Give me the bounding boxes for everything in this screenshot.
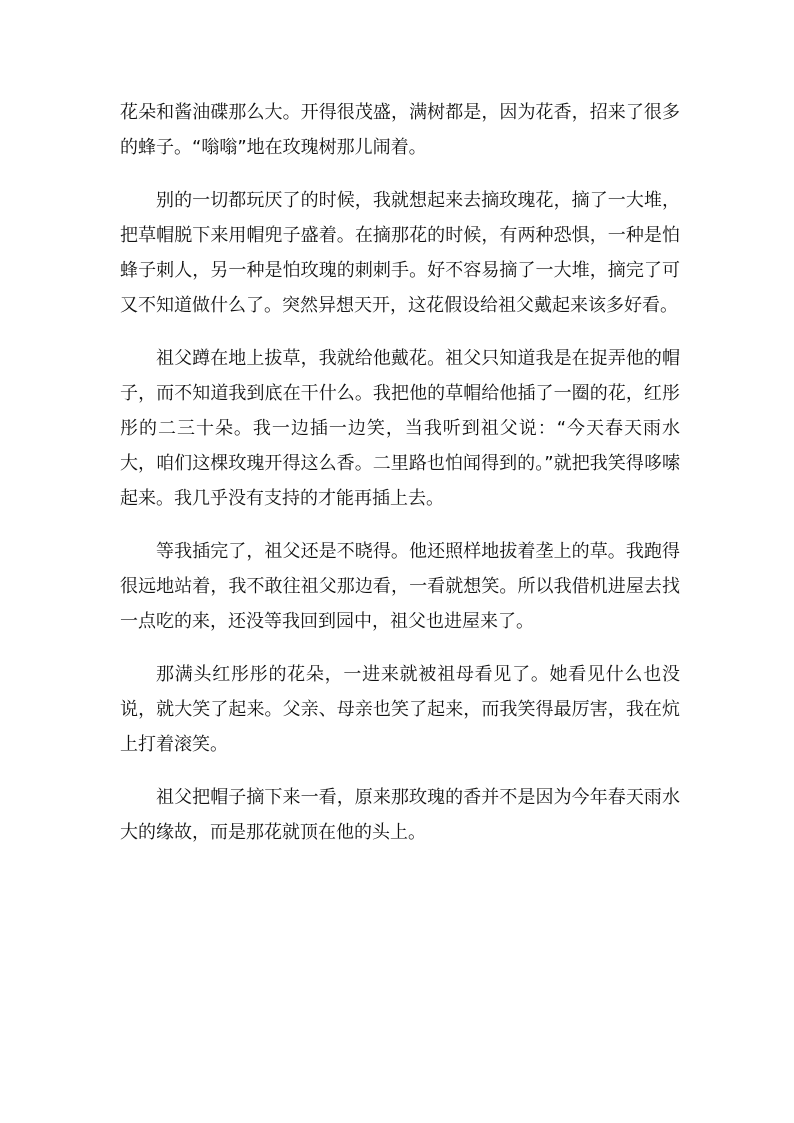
paragraph-2: 别的一切都玩厌了的时候，我就想起来去摘玫瑰花，摘了一大堆，把草帽脱下来用帽兜子盛着。在摘那花的时候，有两种恐惧，一种是怕蜂子刺人，另一种是怕玫瑰的刺刺手。好不容易摘了一大堆，摘完了可又不知道做什么了。突然异想天开，这花假设给祖父戴起来该多好看。: [120, 190, 680, 316]
paragraph-1: 花朵和酱油碟那么大。开得很茂盛，满树都是，因为花香，招来了很多的蜂子。“嗡嗡”地在玫瑰树那儿闹着。: [120, 102, 680, 158]
document-body: [120, 95, 680, 868]
paragraph-6: 祖父把帽子摘下来一看，原来那玫瑰的香并不是因为今年春天雨水大的缘故，而是那花就顶在他的头上。: [120, 787, 680, 843]
paragraph-5: 那满头红彤彤的花朵，一进来就被祖母看见了。她看见什么也没说，就大笑了起来。父亲、母亲也笑了起来，而我笑得最厉害，我在炕上打着滚笑。: [120, 664, 680, 755]
paragraph-4: 等我插完了，祖父还是不晓得。他还照样地拔着垄上的草。我跑得很远地站着，我不敢往祖父那边看，一看就想笑。所以我借机进屋去找一点吃的来，还没等我回到园中，祖父也进屋来了。: [120, 541, 680, 632]
paragraph-3: 祖父蹲在地上拔草，我就给他戴花。祖父只知道我是在捉弄他的帽子，而不知道我到底在干什么。我把他的草帽给他插了一圈的花，红彤彤的二三十朵。我一边插一边笑，当我听到祖父说：“今天春天雨水大，咱们这棵玫瑰开得这么香。二里路也怕闻得到的。”就把我笑得哆嗦起来。我几乎没有支持的才能再插上去。: [120, 348, 680, 509]
